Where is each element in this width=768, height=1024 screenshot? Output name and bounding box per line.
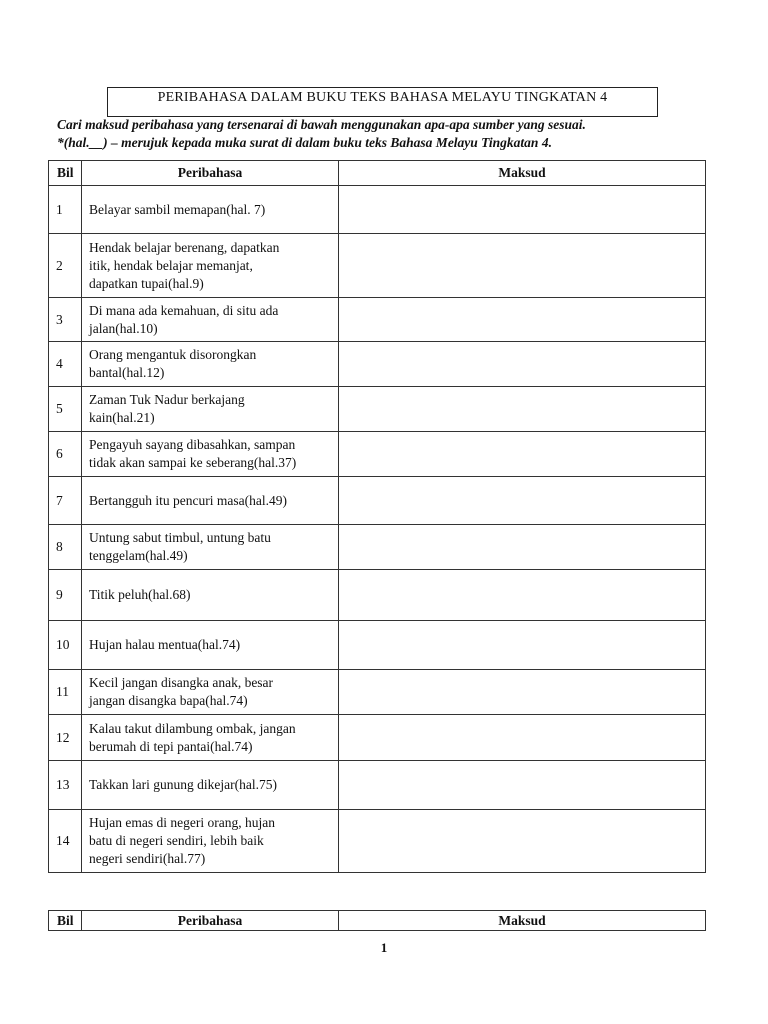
proverb-cell [82,570,339,621]
proverb-cell [82,186,339,234]
row-number: 2 [49,234,82,298]
meaning-cell[interactable] [339,432,706,477]
meaning-cell[interactable] [339,621,706,670]
proverb-line: Untung sabut timbul, untung batu [89,530,271,545]
document-title-box [107,87,658,117]
table-header-row [49,161,706,186]
proverb-cell [82,234,339,298]
proverb-line: Hendak belajar berenang, dapatkan [89,239,280,255]
table-row [49,186,706,234]
table-row [49,570,706,621]
row-number: 10 [49,621,82,670]
proverb-cell [82,342,339,387]
row-number: 8 [49,525,82,570]
row-number: 6 [49,432,82,477]
proverb-line: jalan(hal.10) [89,320,158,336]
proverb-line: bantal(hal.12) [89,365,165,380]
proverb-line: Pengayuh sayang dibasahkan, sampan [89,437,296,452]
table-row [49,432,706,477]
proverb-line: Hujan halau mentua(hal.74) [89,637,241,652]
proverb-cell [82,621,339,670]
header-bil: Bil [49,161,82,186]
row-number: 4 [49,342,82,387]
proverb-line: dapatkan tupai(hal.9) [89,275,204,291]
proverb-line: Bertangguh itu pencuri masa(hal.49) [89,492,287,508]
table-row [49,387,706,432]
table-row [49,621,706,670]
table-row [49,670,706,715]
proverb-cell [82,477,339,525]
meaning-cell[interactable] [339,570,706,621]
table-row [49,761,706,810]
proverb-line: itik, hendak belajar memanjat, [89,257,253,273]
proverb-line: Hujan emas di negeri orang, hujan [89,815,275,830]
proverb-line: Di mana ada kemahuan, di situ ada [89,302,279,318]
instruction-line-1: Cari maksud peribahasa yang tersenarai di bawah menggunakan apa-apa sumber yang sesuai. [57,117,586,132]
proverb-cell [82,761,339,810]
proverb-line: Zaman Tuk Nadur berkajang [89,392,245,407]
header-maksud: Maksud [339,161,706,186]
meaning-cell[interactable] [339,810,706,873]
proverb-table [48,160,706,873]
row-number: 9 [49,570,82,621]
meaning-cell[interactable] [339,186,706,234]
header-bil: Bil [49,911,82,931]
meaning-cell[interactable] [339,342,706,387]
row-number: 7 [49,477,82,525]
proverb-line: kain(hal.21) [89,410,155,425]
table-row [49,234,706,298]
meaning-cell[interactable] [339,715,706,761]
table-row [49,477,706,525]
document-title: PERIBAHASA DALAM BUKU TEKS BAHASA MELAYU TINGKATAN 4 [157,90,608,105]
table-row [49,715,706,761]
table-row [49,810,706,873]
meaning-cell[interactable] [339,761,706,810]
row-number: 13 [49,761,82,810]
proverb-cell [82,810,339,873]
proverb-cell [82,670,339,715]
table-row [49,342,706,387]
page-number: 1 [380,940,388,955]
row-number: 3 [49,298,82,342]
proverb-line: tidak akan sampai ke seberang(hal.37) [89,455,297,470]
proverb-line: berumah di tepi pantai(hal.74) [89,738,253,754]
proverb-line: Takkan lari gunung dikejar(hal.75) [89,777,277,792]
meaning-cell[interactable] [339,234,706,298]
header-peribahasa: Peribahasa [82,161,339,186]
table-row [49,298,706,342]
proverb-line: batu di negeri sendiri, lebih baik [89,833,264,848]
meaning-cell[interactable] [339,525,706,570]
row-number: 12 [49,715,82,761]
proverb-line: Kecil jangan disangka anak, besar [89,675,274,690]
proverb-line: Belayar sambil memapan(hal. 7) [89,201,266,217]
meaning-cell[interactable] [339,387,706,432]
proverb-cell [82,298,339,342]
row-number: 5 [49,387,82,432]
header-maksud: Maksud [339,911,706,931]
proverb-cell [82,432,339,477]
proverb-cell [82,715,339,761]
proverb-table-continued [48,910,706,931]
meaning-cell[interactable] [339,670,706,715]
proverb-line: negeri sendiri(hal.77) [89,851,206,866]
meaning-cell[interactable] [339,298,706,342]
meaning-cell[interactable] [339,477,706,525]
instruction-line-2: *(hal.__) – merujuk kepada muka surat di dalam buku teks Bahasa Melayu Tingkatan 4. [57,135,552,150]
proverb-line: Kalau takut dilambung ombak, jangan [89,720,296,736]
header-peribahasa: Peribahasa [82,911,339,931]
proverb-line: Titik peluh(hal.68) [89,587,191,602]
row-number: 11 [49,670,82,715]
row-number: 14 [49,810,82,873]
proverb-line: tenggelam(hal.49) [89,548,188,563]
proverb-line: jangan disangka bapa(hal.74) [89,693,248,708]
proverb-cell [82,387,339,432]
table-header-row [49,911,706,931]
table-row [49,525,706,570]
proverb-cell [82,525,339,570]
proverb-line: Orang mengantuk disorongkan [89,347,257,362]
row-number: 1 [49,186,82,234]
